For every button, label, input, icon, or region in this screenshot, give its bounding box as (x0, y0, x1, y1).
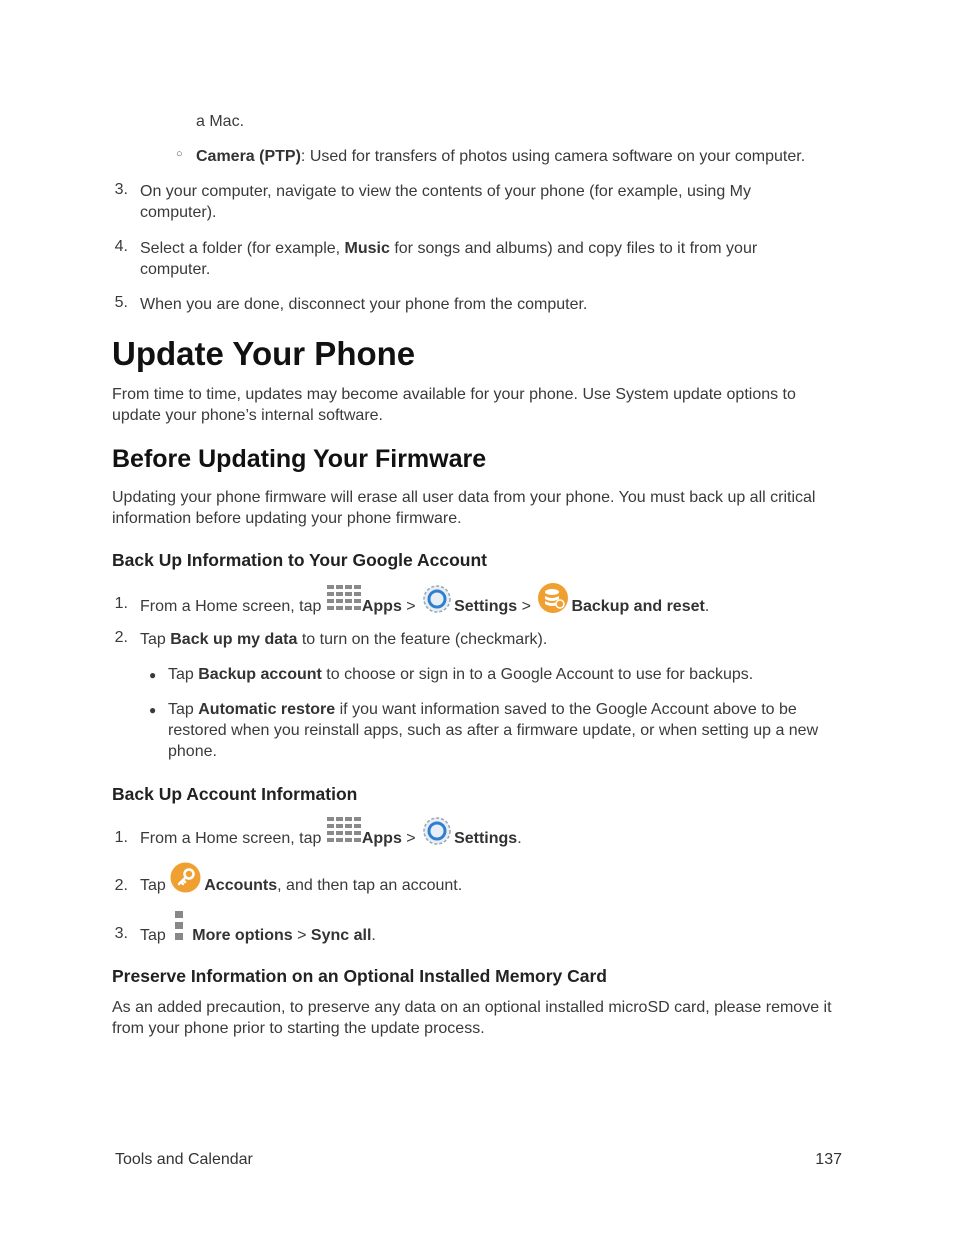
google-bullet-1: Tap Backup account to choose or sign in to a Google Account to use for backups. (168, 666, 754, 683)
settings-gear-icon (422, 584, 452, 627)
google-step-1: From a Home screen, tap Apps > Settings > Backup and reset. (140, 582, 709, 627)
bullet-dot: ● (149, 703, 157, 717)
step-number: 3. (114, 925, 128, 942)
settings-gear-icon (422, 816, 452, 859)
step-number: 1. (114, 595, 128, 612)
page-number: 137 (815, 1151, 842, 1168)
accounts-key-icon (170, 862, 201, 906)
bullet-dot: ● (149, 668, 157, 682)
before-title: Before Updating Your Firmware (112, 445, 487, 473)
mac-text: a Mac. (196, 113, 245, 130)
memory-text: As an added precaution, to preserve any data on an optional installed microSD card, please remove it from your phone prior to starting the update process. (112, 999, 832, 1037)
account-title: Back Up Account Information (112, 784, 358, 804)
account-step-1: From a Home screen, tap Apps > Settings. (140, 816, 522, 859)
step-3-text: On your computer, navigate to view the contents of your phone (for example, using My computer). (140, 183, 751, 221)
before-intro: Updating your phone firmware will erase all user data from your phone. You must back up all critical information before updating your phone firmware. (112, 489, 816, 527)
apps-grid-icon (326, 584, 362, 627)
step-number: 2. (114, 877, 128, 894)
apps-grid-icon (326, 816, 362, 859)
step-number: 1. (114, 829, 128, 846)
account-step-3: Tap More options > Sync all. (140, 909, 376, 956)
step-5-text: When you are done, disconnect your phone from the computer. (140, 296, 588, 313)
backup-reset-icon (537, 582, 569, 627)
more-options-icon (174, 909, 184, 956)
google-title: Back Up Information to Your Google Account (112, 550, 487, 570)
update-title: Update Your Phone (112, 335, 416, 372)
step-number: 5. (114, 294, 128, 311)
ptp-item: Camera (PTP): Used for transfers of photos using camera software on your computer. (196, 148, 806, 165)
hollow-bullet: ○ (176, 148, 183, 160)
google-bullet-2: Tap Automatic restore if you want information saved to the Google Account above to be restored when you reinstall apps, such as after a firmware update, or when setting up a new phone. (168, 701, 819, 760)
step-number: 3. (114, 181, 128, 198)
footer-section: Tools and Calendar (115, 1151, 253, 1168)
step-number: 4. (114, 238, 128, 255)
account-step-2: Tap Accounts, and then tap an account. (140, 862, 462, 906)
google-step-2: Tap Back up my data to turn on the feature (checkmark). (140, 631, 548, 648)
step-4-text: Select a folder (for example, Music for songs and albums) and copy files to it from your computer. (140, 240, 758, 278)
memory-title: Preserve Information on an Optional Installed Memory Card (112, 966, 607, 986)
step-number: 2. (114, 629, 128, 646)
update-intro: From time to time, updates may become available for your phone. Use System update options to update your phone’s internal software. (112, 386, 796, 424)
